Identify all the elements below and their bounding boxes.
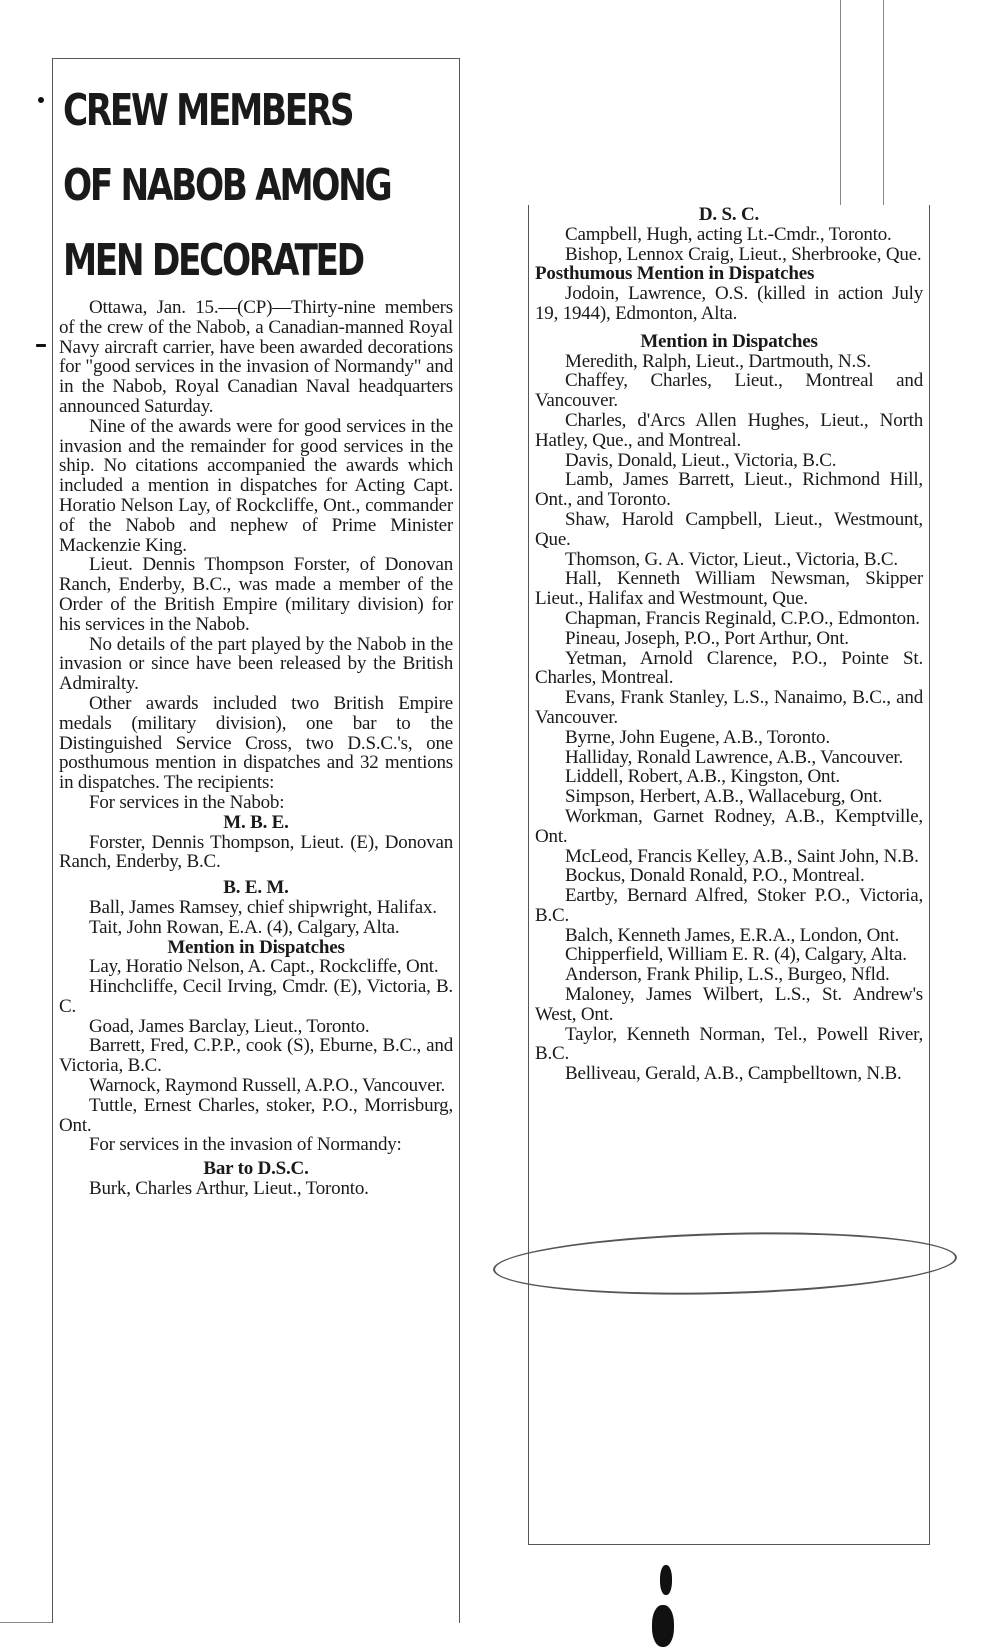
recipient-entry: Bockus, Donald Ronald, P.O., Montreal.: [565, 865, 865, 887]
recipient-entry-circled: Balch, Kenneth James, E.R.A., London, Ont.: [565, 924, 900, 946]
body-paragraph: Nine of the awards were for good services in the invasion and the remainder for good services in the ship. No citations accompanied the awards which included a mention in dispatches for Acting Capt. Horatio Nelson Lay, of Rockcliffe, Ont., commander of the Nabob and nephew of Prime Minister Mackenzie King.: [59, 415, 453, 556]
body-paragraph: Other awards included two British Empire medals (military division), one bar to the Distinguished Service Cross, two D.S.C.'s, one posthumous mention in dispatches and 32 mentions in dispatches. The recipients:: [59, 692, 453, 794]
section-intro: For services in the Nabob:: [89, 791, 285, 813]
section-heading-bar-dsc: Bar to D.S.C.: [203, 1158, 309, 1180]
section-heading-mbe: M. B. E.: [223, 811, 289, 833]
ink-smudge: [660, 1565, 672, 1595]
recipient-entry: Eartby, Bernard Alfred, Stoker P.O., Victoria, B.C.: [535, 885, 923, 926]
crop-line: [0, 1622, 52, 1623]
article-body-continued: [535, 205, 923, 1084]
article-body: [59, 298, 453, 1199]
headline-line-3: MEN DECORATED: [63, 235, 363, 286]
headline-line-2: OF NABOB AMONG: [63, 160, 391, 211]
section-heading-mention-right: Mention in Dispatches: [640, 330, 818, 352]
article-column-right: [528, 205, 930, 1545]
recipient-entry: Warnock, Raymond Russell, A.P.O., Vancouver.: [89, 1075, 446, 1097]
recipient-entry: Goad, James Barclay, Lieut., Toronto.: [89, 1015, 370, 1037]
recipient-entry: Tait, John Rowan, E.A. (4), Calgary, Alta.: [89, 916, 400, 938]
recipient-entry: Campbell, Hugh, acting Lt.-Cmdr., Toronto.: [565, 223, 892, 245]
recipient-entry: Lay, Horatio Nelson, A. Capt., Rockcliffe, Ont.: [89, 956, 439, 978]
section-intro: For services in the invasion of Normandy:: [89, 1134, 402, 1156]
body-paragraph: Lieut. Dennis Thompson Forster, of Donovan Ranch, Enderby, B.C., was made a member of the Order of the British Empire (military division) for his services in the Nabob.: [59, 554, 453, 635]
recipient-entry: Hall, Kenneth William Newsman, Skipper Lieut., Halifax and Westmount, Que.: [535, 568, 923, 610]
recipient-entry: Chipperfield, William E. R. (4), Calgary, Alta.: [565, 944, 907, 966]
recipient-entry: Davis, Donald, Lieut., Victoria, B.C.: [565, 449, 837, 471]
recipient-entry: Workman, Garnet Rodney, A.B., Kemptville, Ont.: [535, 805, 923, 847]
recipient-entry: Byrne, John Eugene, A.B., Toronto.: [565, 726, 830, 748]
recipient-entry: Liddell, Robert, A.B., Kingston, Ont.: [565, 766, 840, 788]
section-heading-dsc: D. S. C.: [698, 204, 760, 225]
recipient-entry: Tuttle, Ernest Charles, stoker, P.O., Morrisburg, Ont.: [59, 1094, 453, 1136]
headline-line-1: CREW MEMBERS: [63, 85, 353, 136]
recipient-entry: Jodoin, Lawrence, O.S. (killed in action July 19, 1944), Edmonton, Alta.: [535, 283, 923, 324]
recipient-entry: Bishop, Lennox Craig, Lieut., Sherbrooke, Que.: [565, 243, 922, 265]
recipient-entry: Belliveau, Gerald, A.B., Campbelltown, N.B.: [565, 1063, 902, 1085]
section-heading-posthumous: Posthumous Mention in Dispatches: [535, 263, 815, 285]
ink-smudge: [652, 1605, 674, 1647]
recipient-entry: Maloney, James Wilbert, L.S., St. Andrew's West, Ont.: [535, 984, 923, 1025]
article-column-left: [52, 58, 460, 1623]
recipient-entry: Yetman, Arnold Clarence, P.O., Pointe St. Charles, Montreal.: [535, 647, 923, 689]
section-heading-bem: B. E. M.: [223, 877, 289, 899]
recipient-entry: Charles, d'Arcs Allen Hughes, Lieut., North Hatley, Que., and Montreal.: [535, 409, 923, 451]
recipient-entry: McLeod, Francis Kelley, A.B., Saint John, N.B.: [565, 845, 919, 867]
crop-line: [840, 0, 841, 205]
recipient-entry: Burk, Charles Arthur, Lieut., Toronto.: [89, 1178, 369, 1200]
body-paragraph: No details of the part played by the Nabob in the invasion or since have been released by the British Admiralty.: [59, 633, 453, 695]
crop-line: [883, 0, 884, 205]
recipient-entry: Barrett, Fred, C.P.P., cook (S), Eburne, B.C., and Victoria, B.C.: [59, 1035, 453, 1077]
recipient-entry: Hinchcliffe, Cecil Irving, Cmdr. (E), Victoria, B. C.: [59, 976, 453, 1017]
recipient-entry: Meredith, Ralph, Lieut., Dartmouth, N.S.: [565, 350, 871, 372]
recipient-entry: Chapman, Francis Reginald, C.P.O., Edmonton.: [565, 607, 920, 629]
recipient-entry: Evans, Frank Stanley, L.S., Nanaimo, B.C., and Vancouver.: [535, 687, 923, 728]
recipient-entry: Simpson, Herbert, A.B., Wallaceburg, Ont.: [565, 786, 883, 808]
recipient-entry: Ball, James Ramsey, chief shipwright, Halifax.: [89, 896, 437, 918]
stray-mark: [36, 344, 46, 347]
recipient-entry: Anderson, Frank Philip, L.S., Burgeo, Nfld.: [565, 964, 890, 986]
section-heading-mention: Mention in Dispatches: [167, 936, 345, 958]
recipient-entry: Pineau, Joseph, P.O., Port Arthur, Ont.: [565, 627, 849, 649]
stray-mark: [38, 97, 44, 103]
recipient-entry: Lamb, James Barrett, Lieut., Richmond Hill, Ont., and Toronto.: [535, 469, 923, 511]
recipient-entry: Chaffey, Charles, Lieut., Montreal and Vancouver.: [535, 370, 923, 412]
recipient-entry: Thomson, G. A. Victor, Lieut., Victoria, B.C.: [565, 548, 898, 570]
recipient-entry: Shaw, Harold Campbell, Lieut., Westmount, Que.: [535, 508, 923, 550]
recipient-entry: Taylor, Kenneth Norman, Tel., Powell River, B.C.: [535, 1023, 923, 1065]
body-paragraph: Ottawa, Jan. 15.—(CP)—Thirty-nine members of the crew of the Nabob, a Canadian-manned Royal Navy aircraft carrier, have been awarded decorations for "good services in the invasion of Normandy" and in the Nabob, Royal Canadian Naval headquarters announced Saturday.: [59, 297, 453, 417]
headline: [63, 73, 391, 298]
recipient-entry: Halliday, Ronald Lawrence, A.B., Vancouver.: [565, 746, 904, 768]
recipient-entry: Forster, Dennis Thompson, Lieut. (E), Donovan Ranch, Enderby, B.C.: [59, 831, 453, 873]
